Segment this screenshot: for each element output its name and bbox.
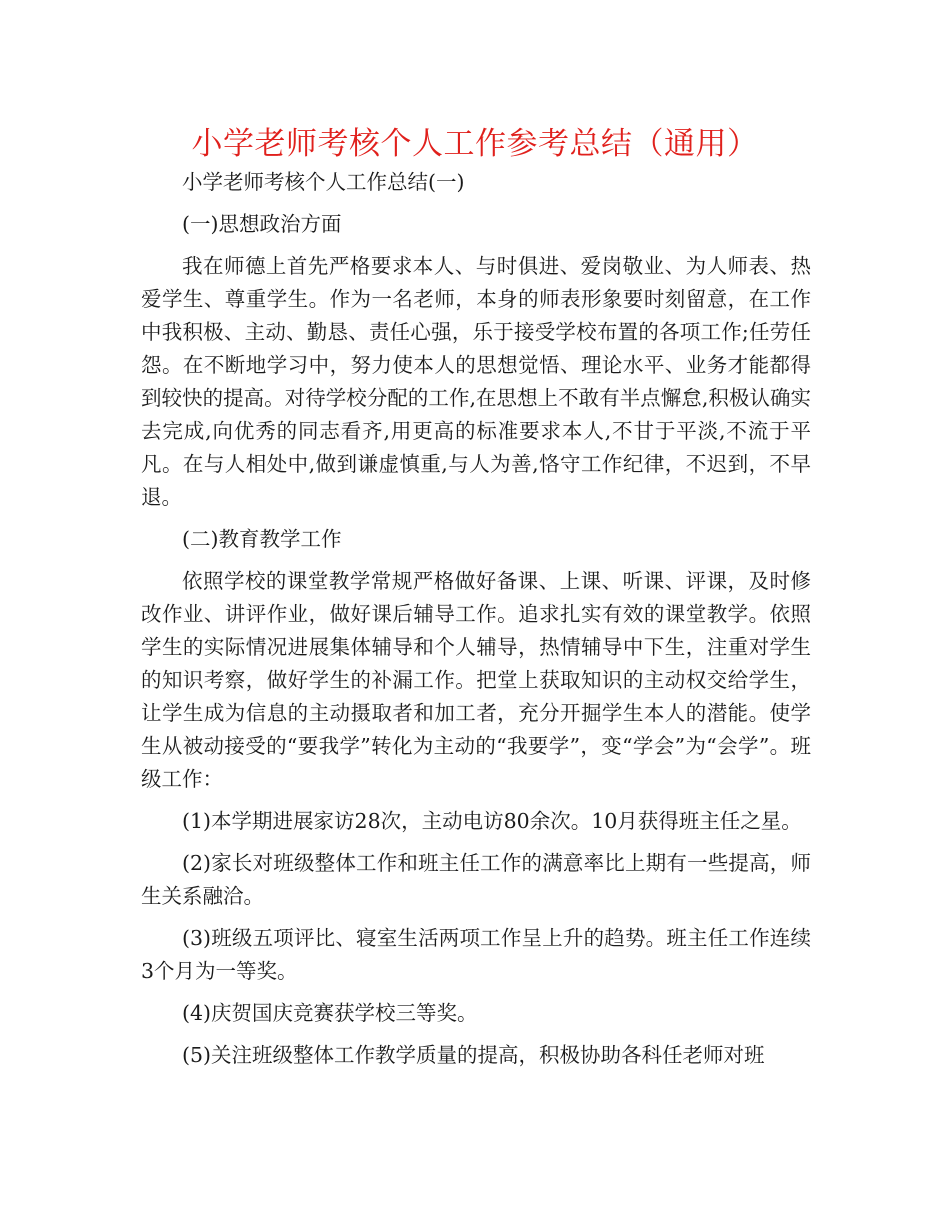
list-item: (2)家长对班级整体工作和班主任工作的满意率比上期有一些提高，师生关系融洽。 <box>141 851 811 908</box>
document-body <box>141 166 811 1072</box>
list-item: (5)关注班级整体工作教学质量的提高，积极协助各科任老师对班 <box>182 1043 765 1067</box>
list-item: (3)班级五项评比、寝室生活两项工作呈上升的趋势。班主任工作连续3个月为一等奖。 <box>141 926 811 983</box>
document-title: 小学老师考核个人工作参考总结（通用） <box>191 126 759 162</box>
paragraph: 我在师德上首先严格要求本人、与时俱进、爱岗敬业、为人师表、热爱学生、尊重学生。作为一名老师，本身的师表形象要时刻留意，在工作中我积极、主动、勤恳、责任心强，乐于接受学校布置的各项工作;任劳任怨。在不断地学习中，努力使本人的思想觉悟、理论水平、业务才能都得到较快的提高。对待学校分配的工作,在思想上不敢有半点懈怠,积极认确实去完成,向优秀的同志看齐,用更高的标准要求本人,不甘于平淡,不流于平凡。在与人相处中,做到谦虚慎重,与人为善,恪守工作纪律，不迟到，不早退。 <box>141 254 811 509</box>
paragraph: 依照学校的课堂教学常规严格做好备课、上课、听课、评课，及时修改作业、讲评作业，做好课后辅导工作。追求扎实有效的课堂教学。依照学生的实际情况进展集体辅导和个人辅导，热情辅导中下生，注重对学生的知识考察，做好学生的补漏工作。把堂上获取知识的主动权交给学生，让学生成为信息的主动摄取者和加工者，充分开掘学生本人的潜能。使学生从被动接受的“要我学”转化为主动的“我要学”，变“学会”为“会学”。班级工作： <box>141 569 811 791</box>
list-item: (4)庆贺国庆竞赛获学校三等奖。 <box>182 1001 478 1025</box>
document-subtitle: 小学老师考核个人工作总结(一) <box>182 170 465 194</box>
list-item: (1)本学期进展家访28次，主动电访80余次。10月获得班主任之星。 <box>182 809 802 833</box>
section-heading: (一)思想政治方面 <box>182 212 342 236</box>
section-heading: (二)教育教学工作 <box>182 527 342 551</box>
